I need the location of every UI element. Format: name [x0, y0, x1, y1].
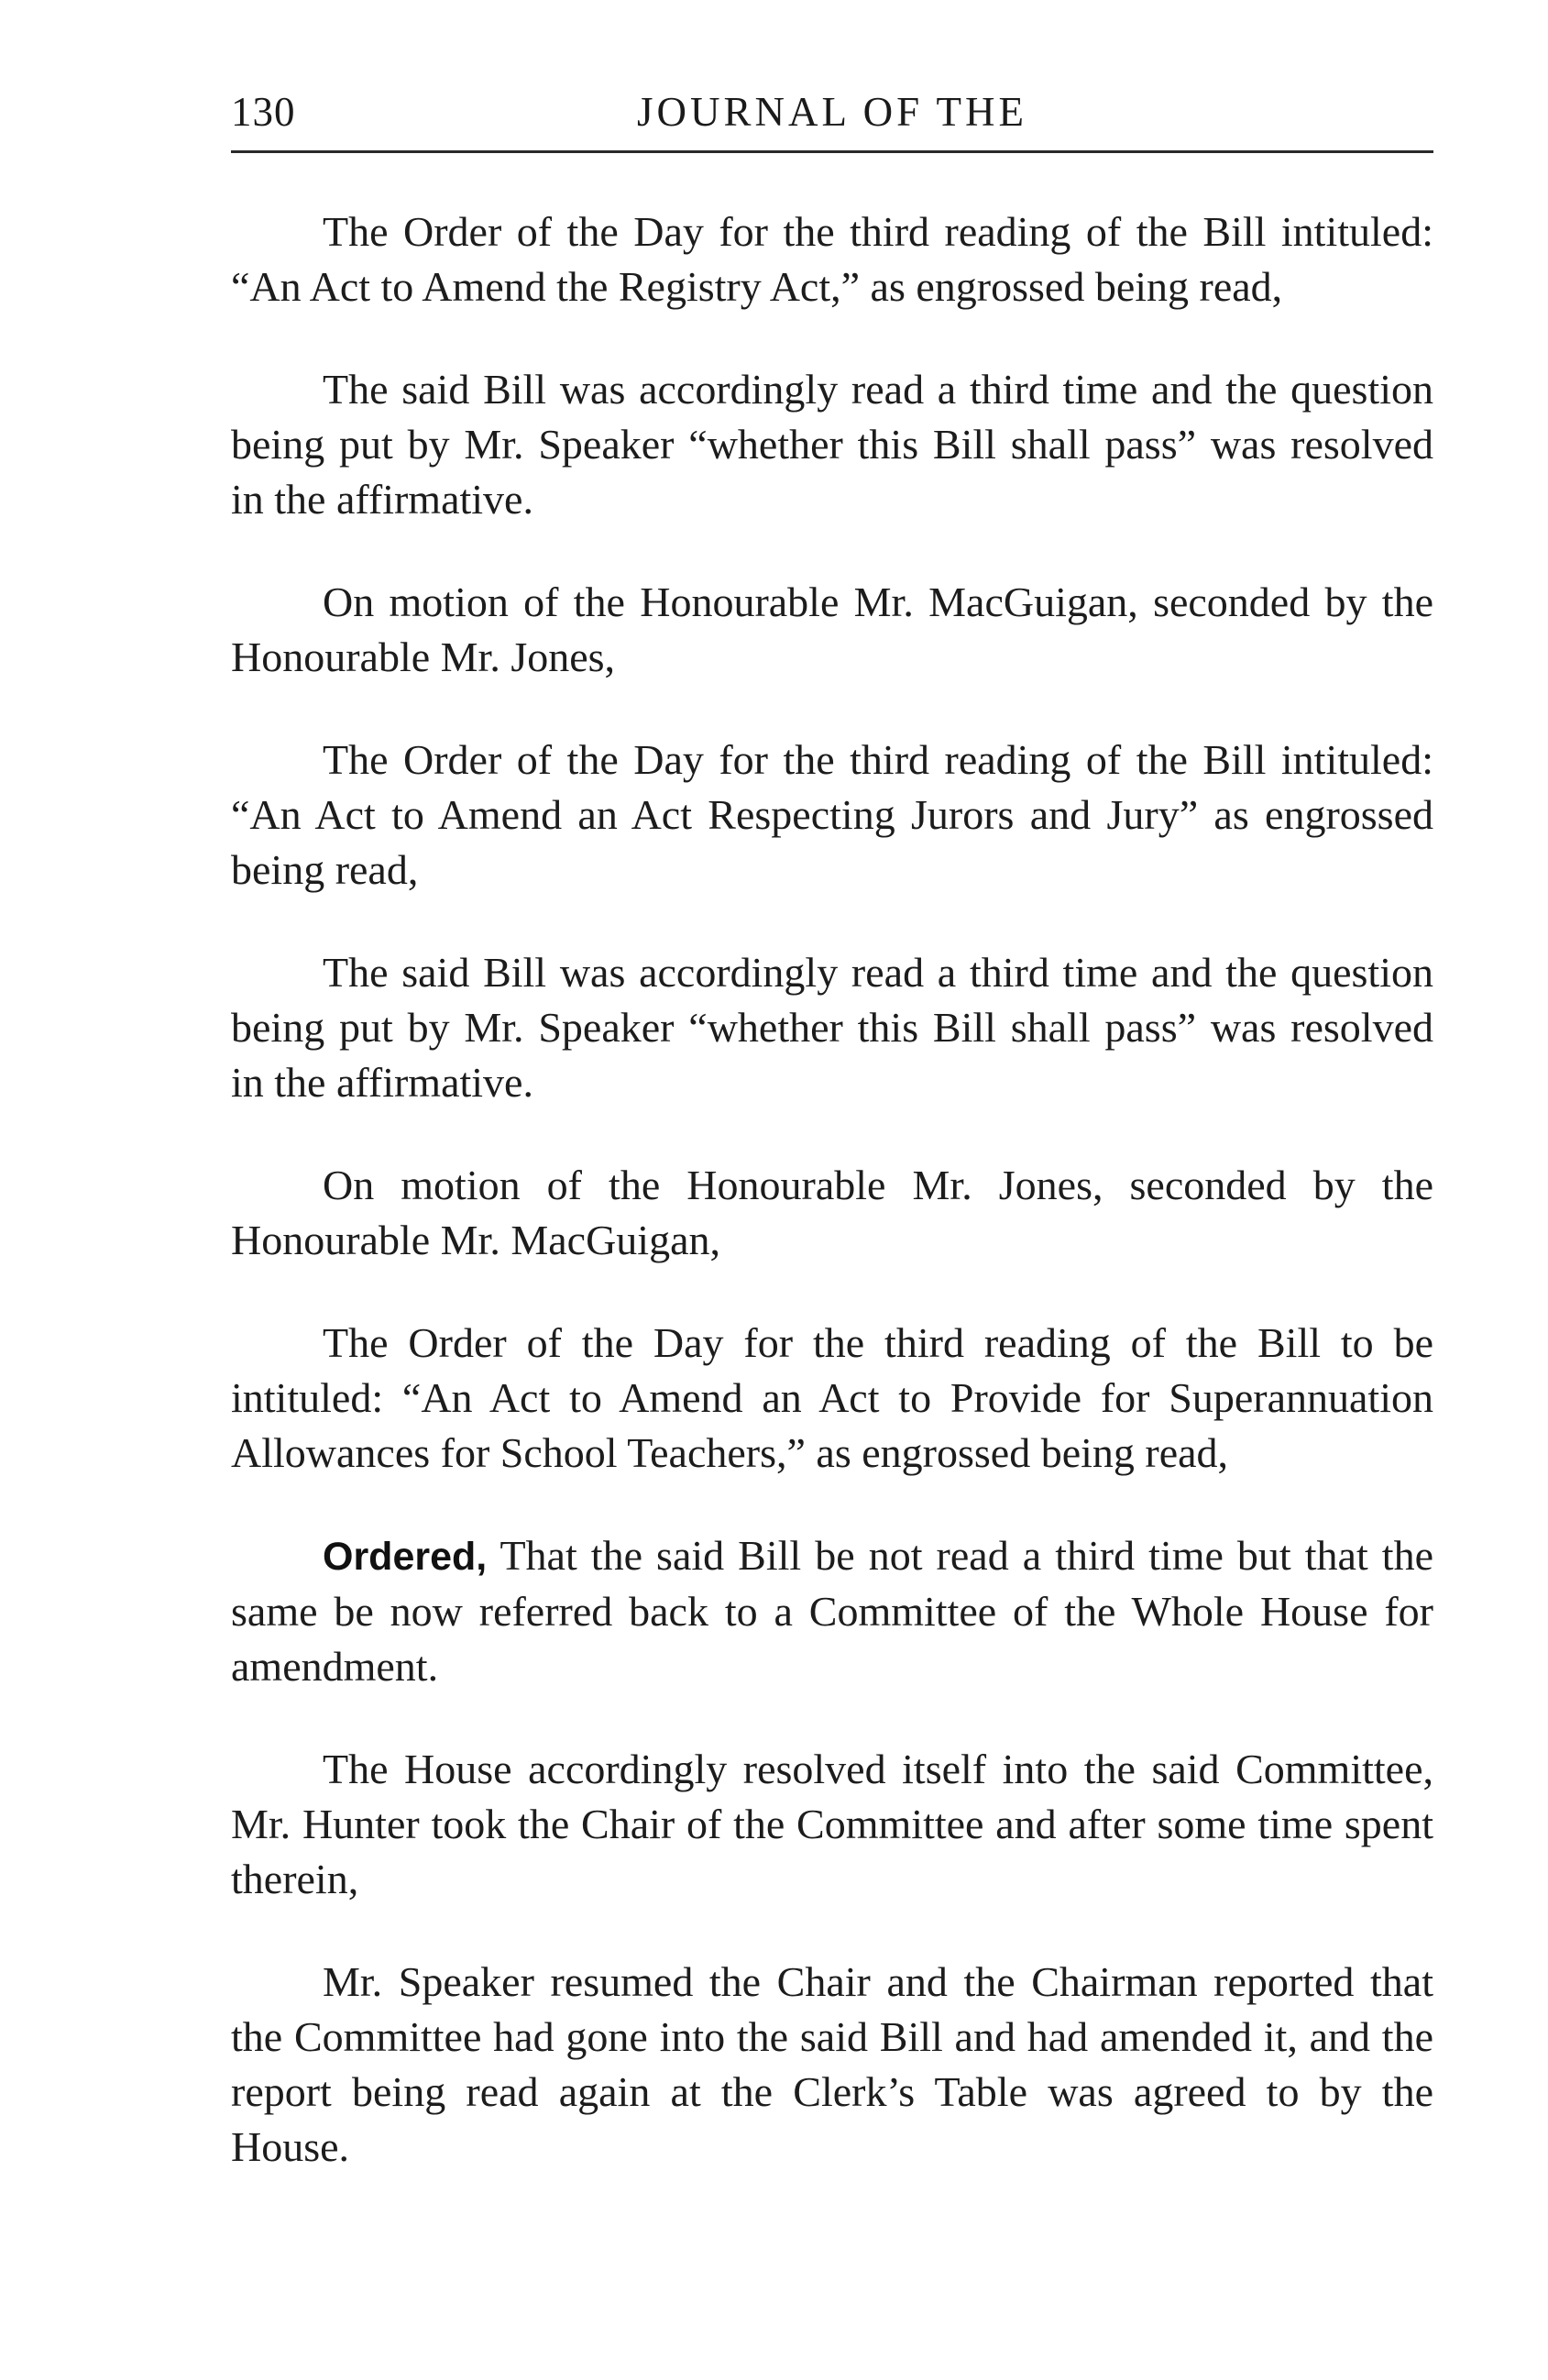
- paragraph-order-registry-act: The Order of the Day for the third reading of the Bill intituled: “An Act to Amend the Registry Act,” as engrossed being read,: [231, 208, 1433, 310]
- journal-page: [231, 84, 1433, 2222]
- paragraph-jurors-act-passed: The said Bill was accordingly read a third time and the question being put by Mr. Speaker “whether this Bill shall pass” was resolved in the affirmative.: [231, 949, 1433, 1106]
- paragraph-registry-act-passed: The said Bill was accordingly read a third time and the question being put by Mr. Speaker “whether this Bill shall pass” was resolved in the affirmative.: [231, 366, 1433, 523]
- running-head: JOURNAL OF THE: [636, 89, 1028, 135]
- paragraph-motion-macguigan: On motion of the Honourable Mr. MacGuigan, seconded by the Honourable Mr. Jones,: [231, 578, 1433, 680]
- paragraph-ordered: [231, 1528, 1433, 1694]
- ordered-text: That the said Bill be not read a third time but that the same be now referred back to a Committee of the Whole House for amendment.: [231, 1532, 1433, 1690]
- paragraph-motion-jones: On motion of the Honourable Mr. Jones, seconded by the Honourable Mr. MacGuigan,: [231, 1162, 1433, 1263]
- paragraph-committee-of-whole: The House accordingly resolved itself into the said Committee, Mr. Hunter took the Chair of the Committee and after some time spent therein,: [231, 1746, 1433, 1902]
- page-number: 130: [231, 89, 296, 135]
- paragraph-chairman-report: Mr. Speaker resumed the Chair and the Chairman reported that the Committee had gone into the said Bill and had amended it, and the report being read again at the Clerk’s Table was agreed to by the House.: [231, 1958, 1433, 2170]
- paragraph-order-superannuation-act: The Order of the Day for the third reading of the Bill to be intituled: “An Act to Amend an Act to Provide for Superannuation Allowances for School Teachers,” as engrossed being read,: [231, 1319, 1433, 1476]
- paragraph-order-jurors-act: The Order of the Day for the third reading of the Bill intituled: “An Act to Amend an Act Respecting Jurors and Jury” as engrossed being read,: [231, 736, 1433, 893]
- ordered-keyword: Ordered,: [323, 1535, 488, 1579]
- page-header: [231, 84, 1433, 153]
- journal-body: [231, 204, 1433, 2175]
